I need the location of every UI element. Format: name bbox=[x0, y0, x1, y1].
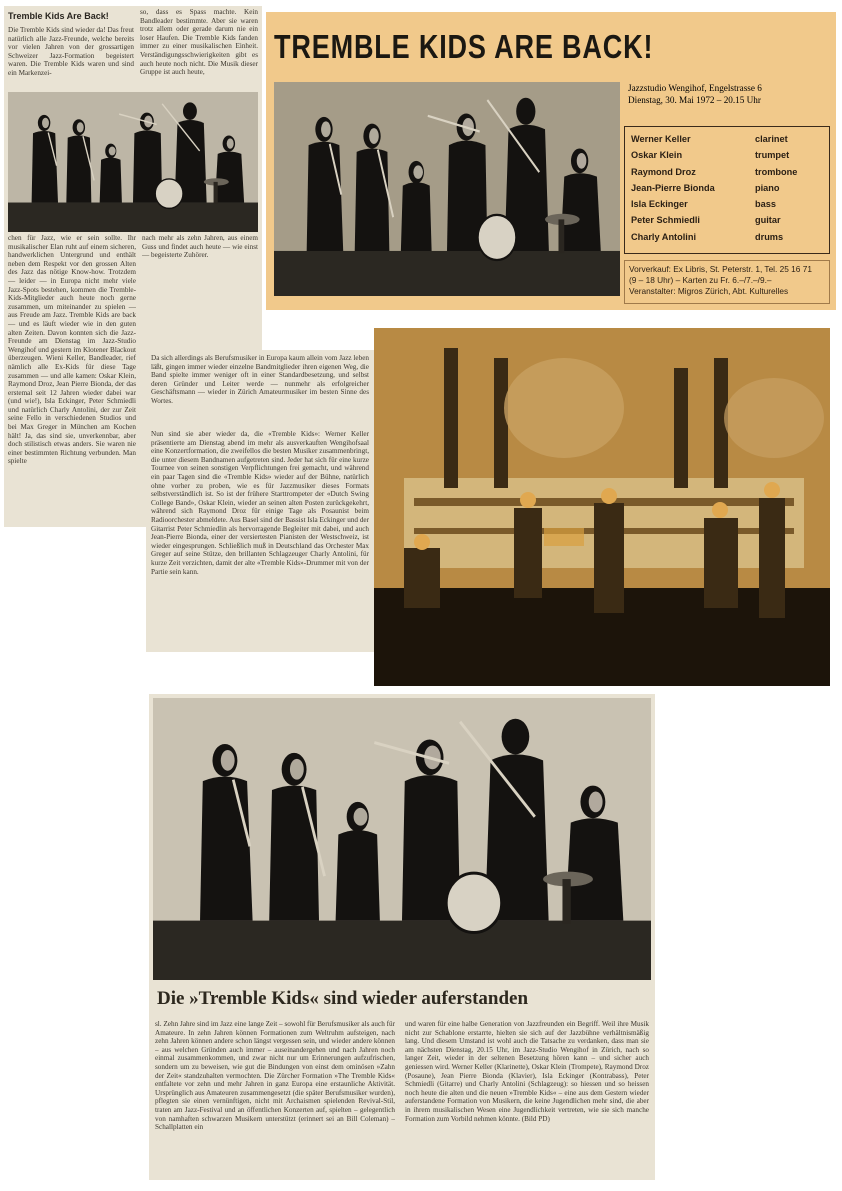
lineup-name: Peter Schmiedli bbox=[631, 215, 700, 226]
poster-band-photo-image bbox=[274, 82, 620, 296]
poster-venue: Jazzstudio Wengihof, Engelstrasse 6 bbox=[628, 83, 762, 93]
lineup-row bbox=[631, 196, 829, 212]
clipping-middle-paragraph-1: Da sich allerdings als Berufsmusiker in Europa kaum allein vom Jazz leben läßt, gingen immer wieder einzelne Bandmitglieder ihren eigenen Weg, die Band spielte immer weniger oft in einer Standardbesetzung, und selbst deren Gründer und Leiter werde — nunmehr als erfolgreicher Geschäftsmann — wieder in Zürich Amateurmusiker im besten Sinne des Wortes. bbox=[151, 354, 369, 405]
poster-presale-line-2: (9 – 18 Uhr) – Karten zu Fr. 6.–/7.–/9.– bbox=[629, 275, 772, 285]
color-stage-photo-image bbox=[374, 328, 830, 686]
clipping-auferstanden bbox=[149, 694, 655, 1180]
clipping-headline-auferstanden: Die »Tremble Kids« sind wieder auferstanden bbox=[157, 988, 529, 1009]
lineup-instrument: piano bbox=[755, 182, 780, 193]
lineup-name: Jean-Pierre Bionda bbox=[631, 182, 715, 193]
lineup-name: Oskar Klein bbox=[631, 150, 683, 161]
lineup-row bbox=[631, 147, 829, 163]
clipping-text-column-1: Die Tremble Kids sind wieder da! Das freut natürlich alle Jazz-Freunde, welche bereits vor vielen Jahren von der grossartigen Schweizer Jazz-Formation begeistert waren. Die Tremble Kids waren und sind ein Markenzei- bbox=[8, 26, 134, 77]
lineup-name: Isla Eckinger bbox=[631, 199, 688, 210]
lineup-row bbox=[631, 131, 829, 147]
clipping-auferstanden-column-2: und waren für eine halbe Generation von Jazzfreunden ein Begriff. Weil ihre Musik nicht zur Schablone erstarrte, hielten sie sich auf der Jazzbühne verhältnismäßig lang. Und diesem Umstand ist wohl auch die Tatsache zu verdanken, dass man sie am nächsten Dienstag, 20.15 Uhr, im Jazz-Studio Wengihof in Zürich, nach so langer Zeit, wieder in der seltenen Besetzung hören kann – und sicher auch geniessen wird. Werner Keller (Klarinette), Oskar Klein (Trompete), Raymond Droz (Posaune), Jean Pierre Bionda (Klavier), Isla Eckinger (Kontrabass), Peter Schmiedli (Gitarre) und Charly Antolini (Schlagzeug): so hiessen und so heissen noch heute die alten und die neuen »Tremble Kids« – eine aus dem Gestern wieder auferstandene Formation von Musikern, die keine Jugendlichen mehr sind, die aber in ihrem musikalischen Wesen eine Jugendlichkeit vertreten, wie sie sich manche Formation zum Vorbild nehmen könnte. (Bild PD) bbox=[405, 1020, 649, 1123]
lineup-instrument: guitar bbox=[755, 215, 781, 226]
poster-band-photo bbox=[274, 82, 620, 296]
concert-poster bbox=[266, 12, 836, 310]
lineup-instrument: trumpet bbox=[755, 150, 790, 161]
poster-presale-box bbox=[624, 260, 830, 304]
poster-date: Dienstag, 30. Mai 1972 – 20.15 Uhr bbox=[628, 95, 761, 105]
poster-lineup-box bbox=[624, 126, 830, 254]
lineup-name: Werner Keller bbox=[631, 134, 691, 144]
lineup-row bbox=[631, 229, 829, 245]
band-photo-small-image bbox=[8, 92, 258, 232]
band-photo-large bbox=[153, 698, 651, 980]
clipping-auferstanden-column-1: sl. Zehn Jahre sind im Jazz eine lange Zeit – sowohl für Berufsmusiker als auch für Amateure. In zehn Jahren können Formationen zum Weltruhm aufsteigen, nach zehn Jahren können andere schon längst vergessen sein, und wieder andere können – aus welchen Gründen auch immer – auseinandergehen und nach Jahren noch einmal zusammenkommen, und zwar nicht nur um Erinnerungen aufzufrischen, sondern um zu beweisen, wie gut die Bindungen von einst dem ominösen »Zahn der Zeit« standzuhalten vermochten. Die Zürcher Formation »The Tremble Kids« entfaltete vor zehn und mehr Jahren in ganz Europa eine erstaunliche Aktivität. Ursprünglich aus Amateuren zusammengesetzt (die später Berufsmusiker wurden), pflegten sie einen vernünftigen, nicht mit Archaismen spielenden Revival-Stil, traten am Jazz-Festival und an öffentlichen Konzerten auf, spielten – gelegentlich von namhaften schwarzen Musikern unterstützt (erinnert sei an Bill Coleman) – Schallplatten ein bbox=[155, 1020, 395, 1132]
lineup-instrument: trombone bbox=[755, 166, 798, 177]
clipping-middle-paragraph-2: Nun sind sie aber wieder da, die «Tremble Kids»: Werner Keller präsentierte am Dienstag abend im mehr als ausverkauften Wengihofsaal eine Konzertformation, die zweifellos die besten Musiker zusammenbringt, die unter diesem Bandnamen aufgetreten sind. Jeder hat sich für eine kurze Tournee von seinen sonstigen Verpflichtungen frei gemacht, und während ein paar Tagen sind die «Tremble Kids» wieder auf der Bühne, natürlich ohne vorher zu proben, wie es für Jazzmusiker dieses Formats selbstverständlich ist. So ist der frühere Starttrompeter der «Dutch Swing College Band», Oskar Klein, wieder an seinen alten Posten zurückgekehrt, während sich Raymond Droz für einige Tage als Posaunist beim Radioorchester abmeldete. Aus Basel sind der Bassist Isla Eckinger und der Gitarrist Peter Schmiedlin als hervorragende Begleiter mit dabei, und auch Jean-Pierre Bionda, einer der versiertesten Pianisten der Westschweiz, ist wieder eingesprungen. Schließlich muß in Deutschland das Orchester Max Greger auf seine Stütze, den brillanten Schlagzeuger Charly Antolini, für kurze Zeit verzichten, damit der alte «Tremble Kids»-Drummer mit von der Partie sein kann. bbox=[151, 430, 369, 576]
lineup-name: Raymond Droz bbox=[631, 166, 696, 177]
lineup-row bbox=[631, 180, 829, 196]
lineup-name: Charly Antolini bbox=[631, 231, 696, 242]
band-photo-small bbox=[8, 92, 258, 232]
band-photo-large-image bbox=[153, 698, 651, 980]
poster-organizer: Veranstalter: Migros Zürich, Abt. Kulturelles bbox=[629, 286, 789, 296]
clipping-headline: Tremble Kids Are Back! bbox=[8, 11, 109, 21]
lineup-row bbox=[631, 164, 829, 180]
poster-presale-line-1: Vorverkauf: Ex Libris, St. Peterstr. 1, Tel. 25 16 71 bbox=[629, 264, 812, 274]
clipping-text-column-3: chen für Jazz, wie er sein sollte. Ihr musikalischer Elan ruht auf einem sicheren, handwerklichen Untergrund und enthält neben dem Respekt vor den grossen Alten des Jazz das nötige Know-how. Trotzdem — leider — in Europa nicht mehr viele Jazz-Spots bestehen, kommen die Tremble-Kids-Mitglieder auch heute noch gerne zusammen, um miteinander zu spielen — aus Freude am Jazz. Tremble Kids are back — und es läuft wieder wie in den guten alten Zeiten. Davon konnten sich die Jazz-Freunde am Dienstag im Jazz-Studio Wengihof und gestern im Klotener Blackout überzeugen. Wieni Keller, Bandleader, rief nämlich alle Ex-Kids für diese Tage zusammen — und alle kamen: Oskar Klein, Raymond Droz, Jean Pierre Bionda, der das erstemal seit 12 Jahren wieder dabei war (und wie!), Isla Eckinger, Peter Schmiedli und natürlich Charly Antolini, der zur Zeit seine Fello in verschiedenen Studios und bei Max Greger in München am Kochen hält! Ja, das sind sie, unverkennbar, aber doch stilistisch etwas anders. Sie waren nie einer bestimmten Richtung verbunden. Man spielte bbox=[8, 234, 136, 466]
lineup-row bbox=[631, 212, 829, 228]
clipping-text-column-4: nach mehr als zehn Jahren, aus einem Guss und findet auch heute — wie einst — begeisterte Zuhörer. bbox=[142, 234, 258, 260]
lineup-instrument: bass bbox=[755, 199, 776, 210]
clipping-text-column-2: so, dass es Spass machte. Kein Bandleader bestimmte. Aber sie waren trotz allem oder gerade darum nie ein loser Haufen. Die Tremble Kids fanden immer zu einer musikalischen Einheit. Verständigungsschwierigkeiten gibt es auch heute noch nicht. Die Musik dieser Gruppe ist auch heute, bbox=[140, 8, 258, 77]
lineup-instrument: drums bbox=[755, 231, 784, 242]
color-stage-photo bbox=[374, 328, 830, 686]
lineup-instrument: clarinet bbox=[755, 134, 788, 144]
poster-title: TREMBLE KIDS ARE BACK! bbox=[274, 28, 654, 65]
clipping-middle-article bbox=[146, 350, 374, 652]
